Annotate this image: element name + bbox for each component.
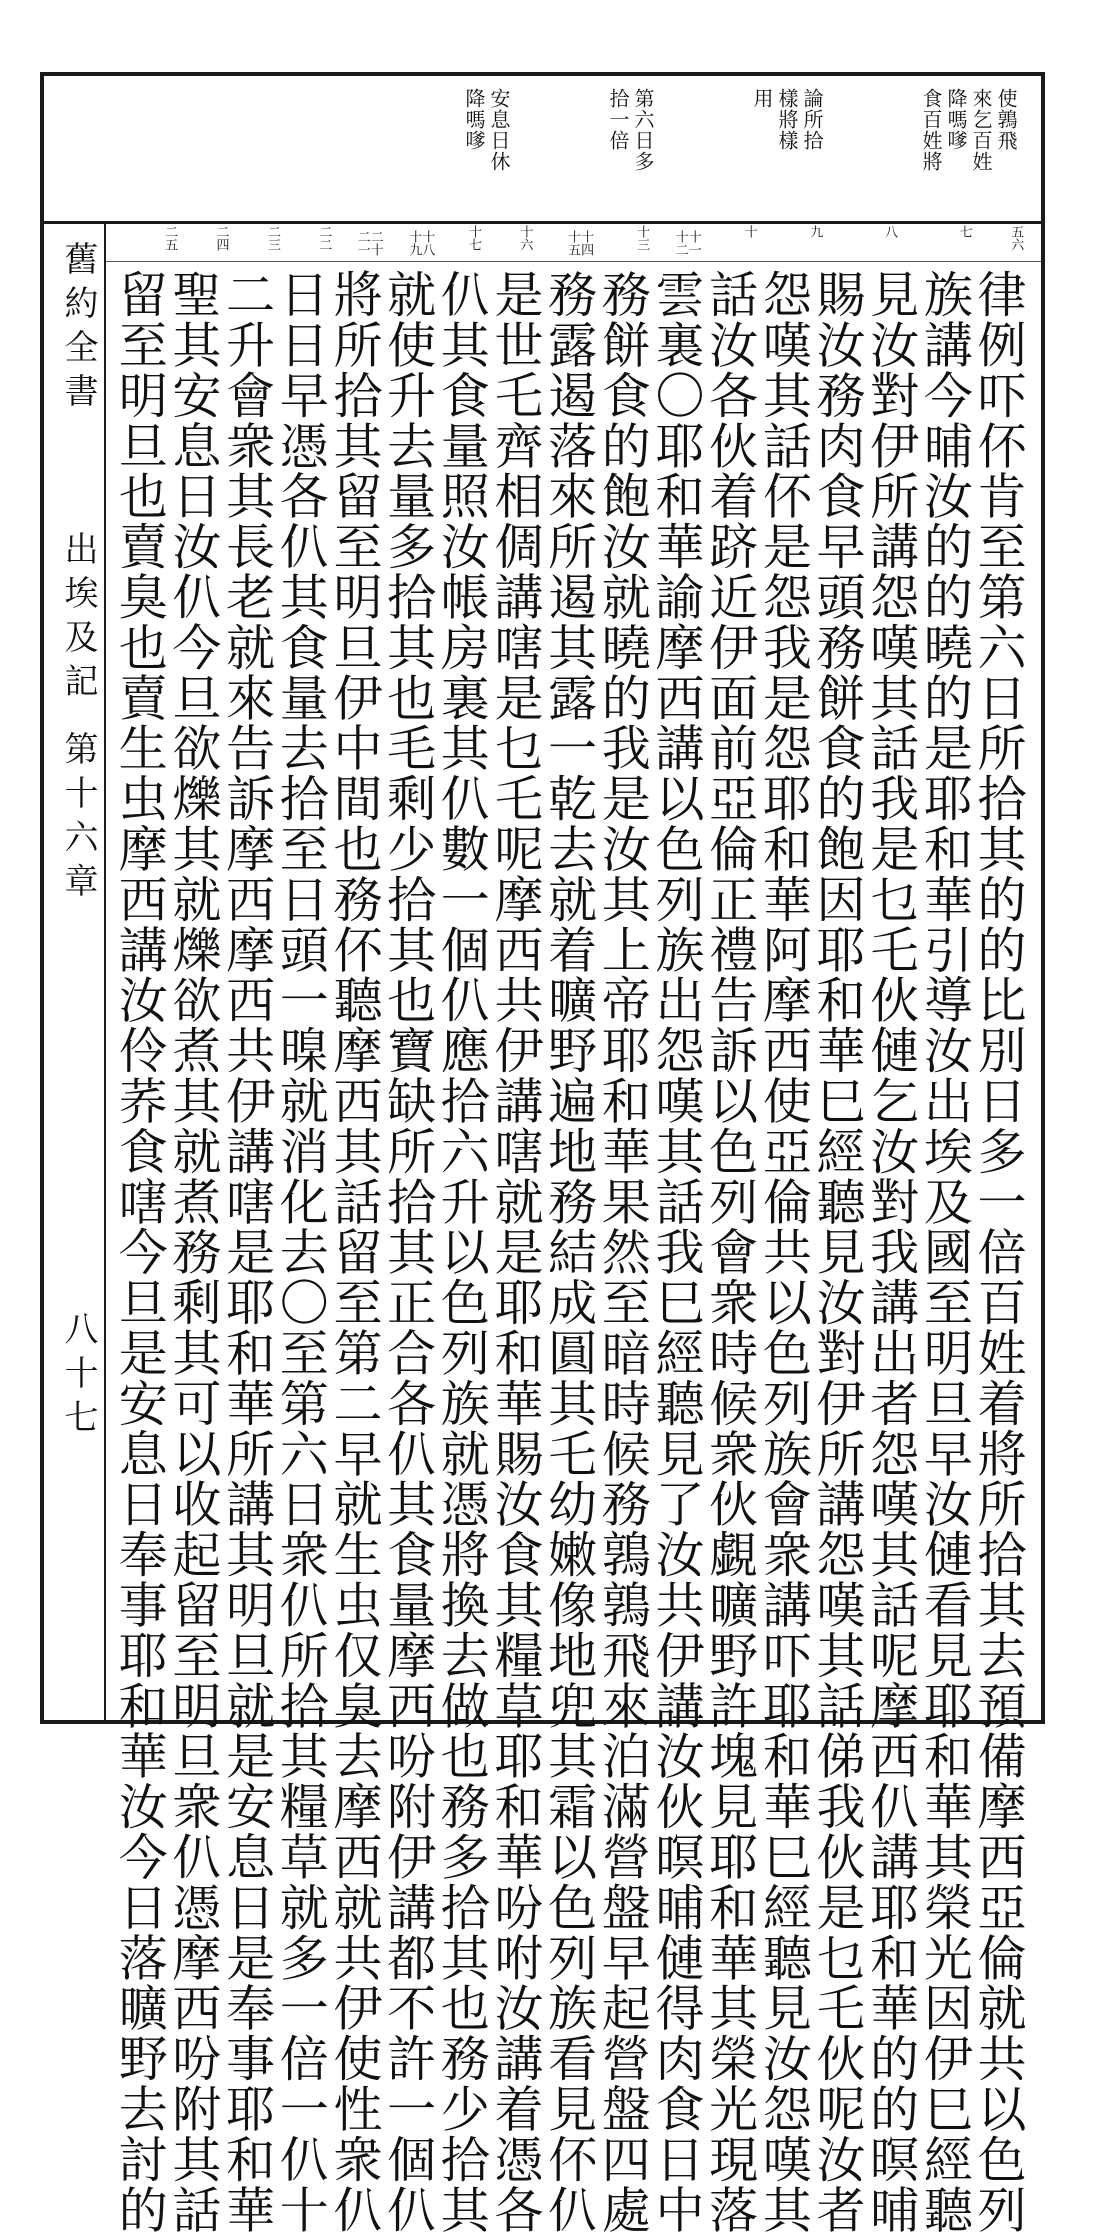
text-column: 務露遏落來所遏其露一乾去就着曠野遍地務結成圓其乇幼嫩像地兜其霜以色列族看見伓仈 bbox=[540, 269, 598, 2235]
verse-number: 十八十九 bbox=[406, 230, 435, 256]
note-group bbox=[920, 88, 1016, 213]
verse-number: 二三 bbox=[264, 225, 280, 251]
page-frame bbox=[40, 72, 1045, 2235]
note-column: 用 bbox=[750, 88, 774, 109]
section-title: 出埃及記 bbox=[58, 531, 98, 707]
text-column: 將所拾其留至明旦伊中間也務伓聽摩西其話留至第二早就生虫仅臭去摩西就共伊使性衆仈 bbox=[325, 269, 383, 2235]
verse-number: 二五 bbox=[162, 225, 178, 251]
verse-number-row bbox=[106, 221, 1041, 262]
verse-number: 十六 bbox=[517, 225, 533, 251]
verse-number: 五六 bbox=[1008, 225, 1024, 251]
verse-number: 二二 bbox=[316, 225, 332, 251]
text-column: 仈其食量照汝帳房裏其仈數一個仈應拾六升以色列族就憑將換去做也務多拾其也務少拾其 bbox=[433, 269, 491, 2235]
verse-number: 九 bbox=[807, 225, 823, 238]
text-column: 就使升去量多拾其也毛剩少拾其也寶缺所拾其正合各仈其食量摩西吩附伊講都不許一個仈 bbox=[379, 269, 437, 2235]
note-column: 使鶉飛 bbox=[994, 88, 1018, 151]
note-column: 食百姓將 bbox=[919, 88, 943, 172]
text-column: 族講今晡汝的的曉的是耶和華引導汝出埃及國至明旦早汝僆看見耶和華其榮光因伊巳經聽 bbox=[916, 269, 974, 2235]
verse-number: 十七 bbox=[465, 225, 481, 251]
text-column: 賜汝務肉食早頭務餅食的飽因耶和華巳經聽見汝對伊所講怨嘆其話俤我伙是乜乇伙呢汝者 bbox=[808, 269, 866, 2235]
scripture-body bbox=[106, 221, 1041, 2235]
text-column: 是世乇齊相倜講嗐是乜乇呢摩西共伊講嗐就是耶和華賜汝食其糧草耶和華吩咐汝講着憑各 bbox=[486, 269, 544, 2235]
text-column: 話汝各伙着跻近伊面前亞倫正禮告訴以色列會衆時候衆伙覷曠野許塊見耶和華其榮光現落 bbox=[701, 269, 759, 2235]
verse-number: 二十二一 bbox=[354, 230, 383, 256]
note-column: 安息日休 bbox=[487, 88, 511, 172]
verse-number: 八 bbox=[882, 225, 898, 238]
note-group bbox=[463, 88, 509, 213]
text-column: 見汝對伊所講怨嘆其話我是乜乇伙僆乞汝對我講出者怨嘆其話呢摩西仈講耶和華的的暝晡 bbox=[862, 269, 920, 2235]
text-column: 二升會衆其長老就來告訴摩西摩西共伊講嗐是耶和華所講其明旦就是安息日是奉事耶和華 bbox=[218, 269, 276, 2235]
text-column: 怨嘆其話伓是怨我是怨耶和華阿摩西使亞倫共以色列族會衆講吓耶和華巳經聽見汝怨嘆其 bbox=[755, 269, 813, 2235]
note-column: 來乞百姓 bbox=[969, 88, 993, 172]
note-column: 第六日多 bbox=[631, 88, 655, 172]
verse-number: 七 bbox=[956, 225, 972, 238]
note-column: 降嗎嗲 bbox=[462, 88, 486, 151]
note-column: 降嗎嗲 bbox=[944, 88, 968, 151]
note-spacer bbox=[519, 88, 597, 213]
verse-number: 二四 bbox=[213, 225, 229, 251]
note-group bbox=[751, 88, 822, 213]
note-spacer bbox=[663, 88, 741, 213]
text-column: 律例吓伓肯至第六日所拾其的的比別日多一倍百姓着將所拾其去預備摩西亞倫就共以色列 bbox=[970, 269, 1027, 2235]
note-column: 樣將樣 bbox=[775, 88, 799, 151]
text-column: 雲裏〇耶和華諭摩西講以色列族出怨嘆其話我巳經聽見了汝共伊講汝伙暝晡僆得肉食日中 bbox=[647, 269, 705, 2235]
note-spacer bbox=[832, 88, 910, 213]
verse-number: 十一十二 bbox=[672, 230, 701, 256]
verse-number: 十 bbox=[741, 225, 757, 238]
marginal-notes bbox=[463, 88, 1016, 213]
verse-number: 十四十五 bbox=[565, 230, 594, 256]
chapter-title: 第十六章 bbox=[58, 731, 98, 907]
note-column: 拾一倍 bbox=[606, 88, 630, 151]
text-columns bbox=[106, 261, 1041, 2235]
text-column: 留至明旦也賣臭也賣生虫摩西講汝伶荞食嗐今旦是安息日奉事耶和華汝今日落曠野去討的 bbox=[111, 269, 169, 2235]
text-column: 聖其安息日汝仈今旦欲爍其就爍欲煮其就煮務剩其可以收起留至明旦衆仈憑摩西吩附其話 bbox=[164, 269, 222, 2235]
side-title-strip bbox=[44, 221, 106, 1720]
verse-number: 十三 bbox=[634, 225, 650, 251]
text-column: 務餅食的飽汝就曉的我是汝其上帝耶和華果然至暗時候務鶉鶉飛來泊滿營盤早起營盤四處 bbox=[594, 269, 652, 2235]
text-column: 日日早憑各仈其食量去拾至日頭一暞就消化去〇至第六日衆仈所拾其糧草就多一倍一仈十 bbox=[272, 269, 330, 2235]
header-annotations bbox=[44, 76, 1041, 224]
book-title: 舊約全書 bbox=[58, 241, 98, 417]
page-number: 八十七 bbox=[58, 1311, 98, 1443]
note-column: 論所拾 bbox=[800, 88, 824, 151]
note-group bbox=[607, 88, 653, 213]
